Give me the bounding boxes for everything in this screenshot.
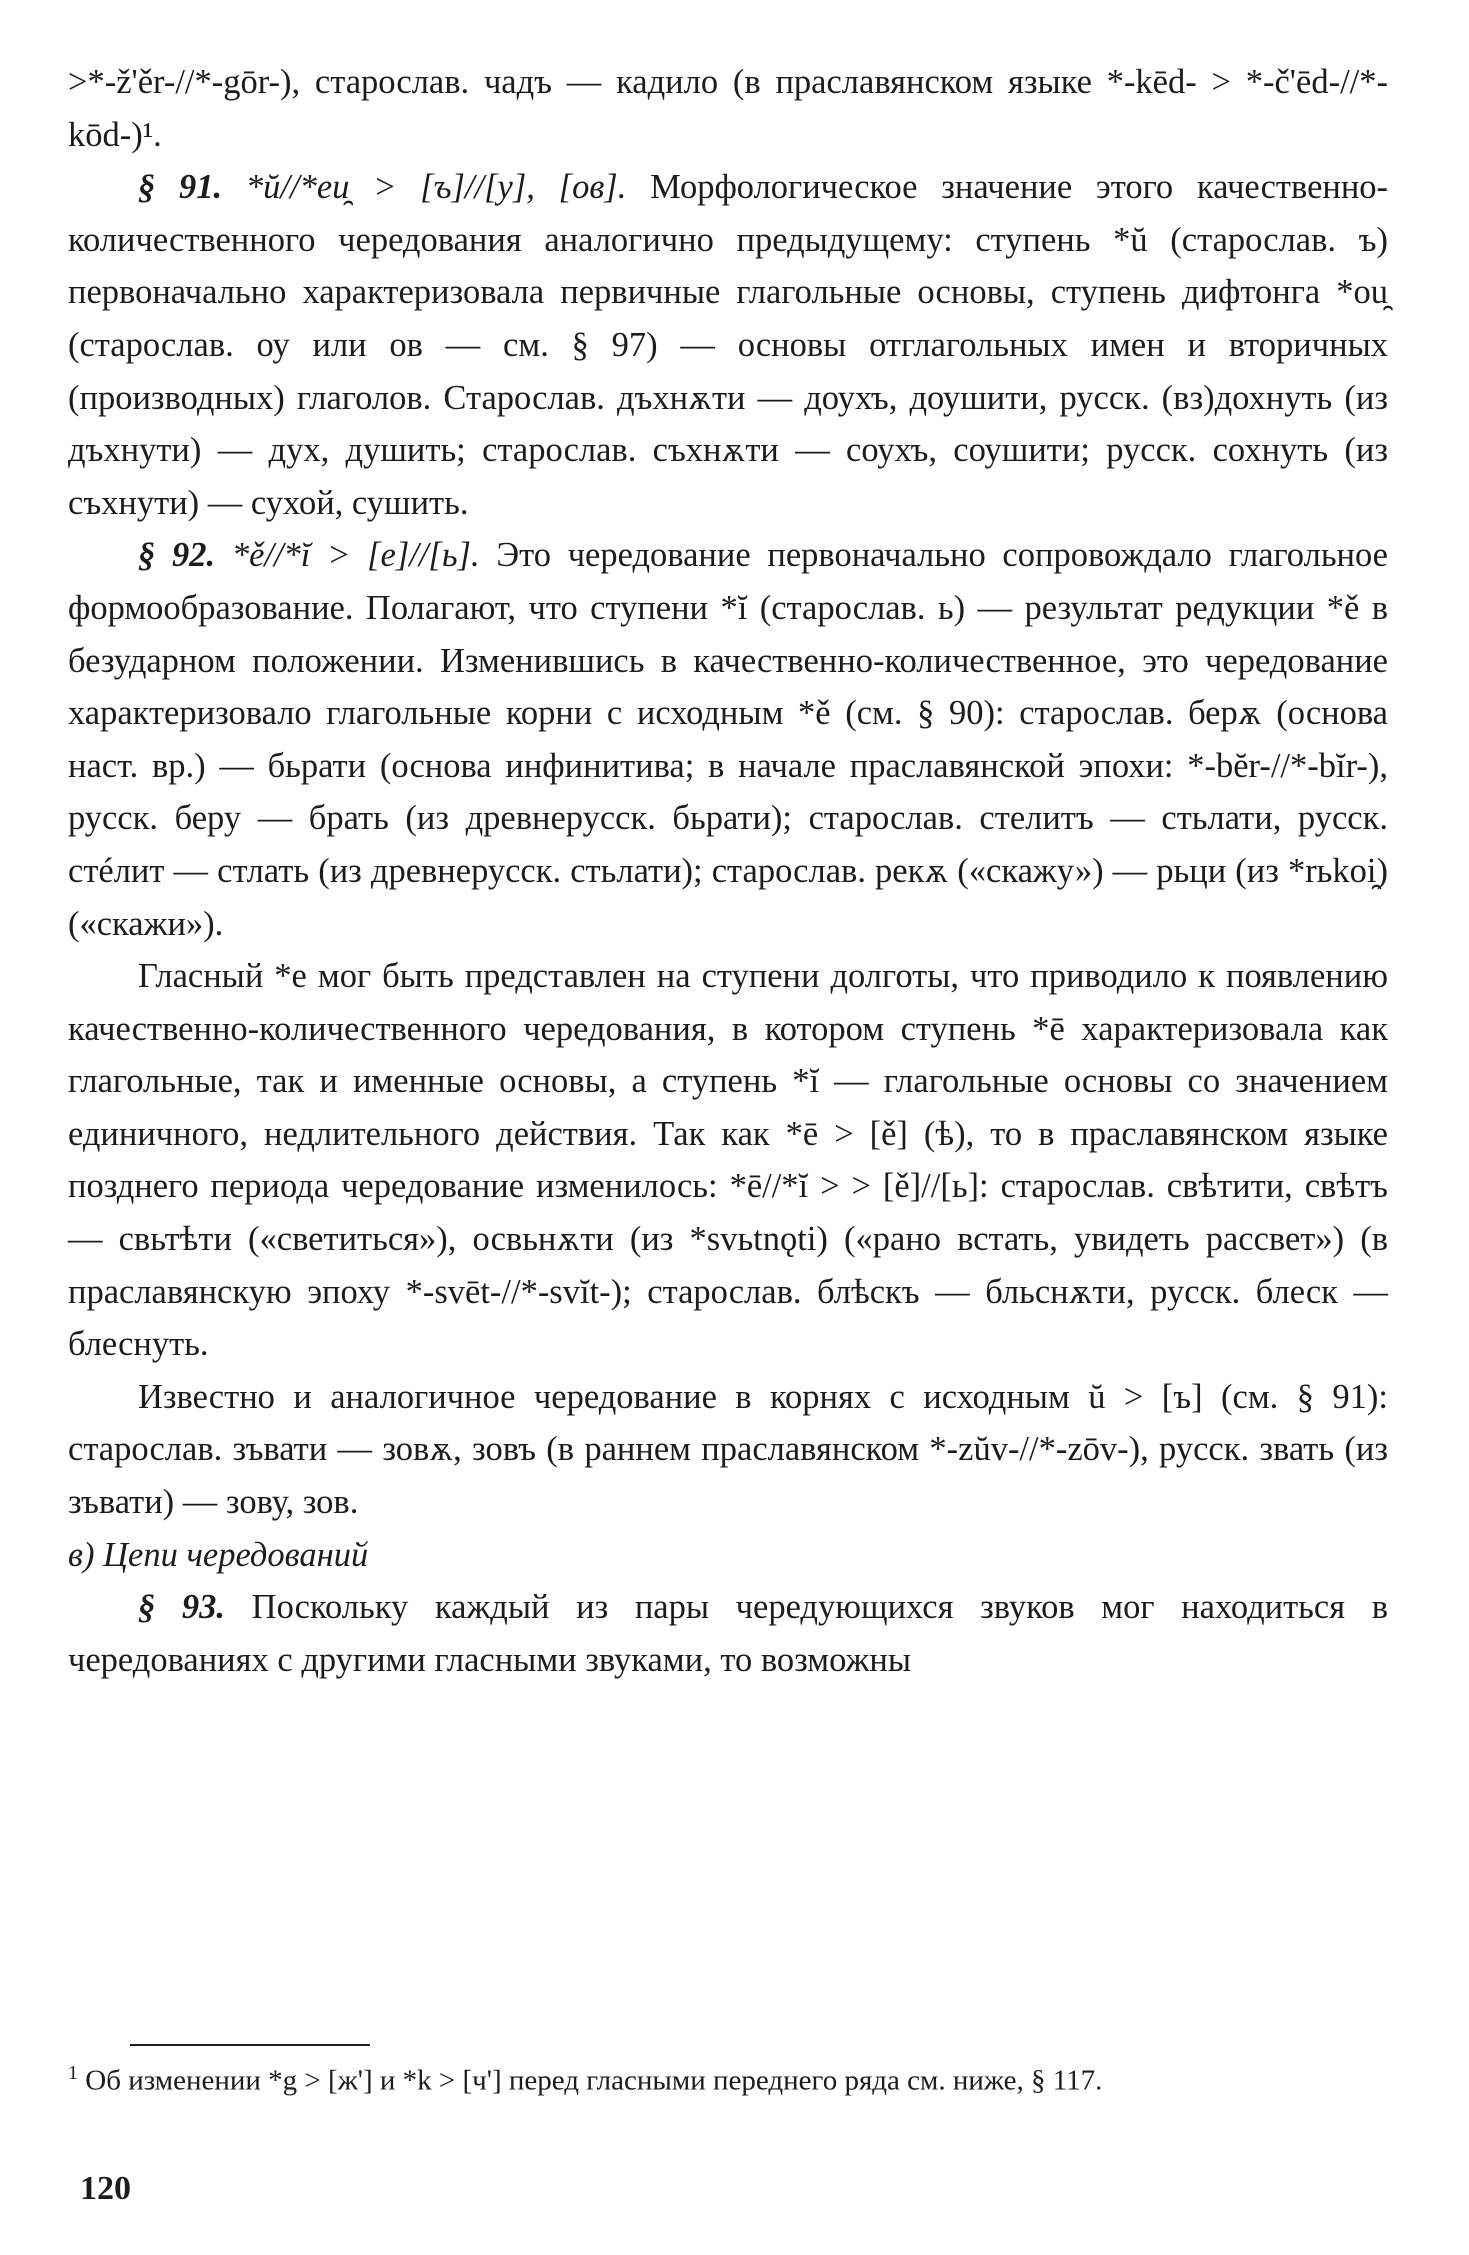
footnote-text: Об изменении *g > [ж'] и *k > [ч'] перед гласными переднего ряда см. ниже, § 117. <box>85 2064 1103 2097</box>
paragraph-izvestno: Известно и аналогичное чередование в корнях с исходным ŭ > [ъ] (см. § 91): старослав. зъвати — зовѫ, зовъ (в раннем праславянском *-zŭv-//*-zōv-), русск. звать (из зъвати) — зову, зов. <box>68 1377 1388 1522</box>
paragraph-glasny: Гласный *е мог быть представлен на ступени долготы, что приводило к появлению качественно-количественного чередования, в котором ступень *ē характеризовала как глагольные, так и именные основы, а ступень *ĭ — глагольные основы со значением единичного, недлительного действия. Так как *ē > [ě] (ѣ), то в праславянском языке позднего периода чередование изменилось: *ē//*ĭ > > [ě]//[ь]: старослав. свѣтити, свѣтъ — свьтѣти («светиться»), освьнѫти (из *svьtnǫti) («рано встать, увидеть рассвет») (в праславянскую эпоху *-svēt-//*-svĭt-); старослав. блѣскъ — бльснѫти, русск. блеск — блеснуть. <box>68 957 1388 1364</box>
section-93 <box>68 1581 1388 1686</box>
section-91 <box>68 161 1388 529</box>
section-text: Морфологическое значение этого качественно-количественного чередования аналогично предыдущему: ступень *ŭ (старослав. ъ) первоначально характеризовала первичные глагольные основы, ступень дифтонга *ou̯ (старослав. оу или ов — см. § 97) — основы отглагольных имен и вторичных (производных) глаголов. Старослав. дъхнѫти — доухъ, доушити, русск. (вз)дохнуть (из дъхнути) — дух, душить; старослав. съхнѫти — соухъ, соушити; русск. сохнуть (из съхнути) — сухой, сушить. <box>68 168 1389 522</box>
subheading: в) Цепи чередований <box>68 1535 369 1574</box>
page-body <box>68 56 1388 1686</box>
section-number: § 91. <box>138 168 223 207</box>
section-heading: *ŭ//*eu̯ > [ъ]//[у], [ов]. <box>245 168 627 207</box>
footnote-divider <box>130 2044 370 2046</box>
section-text: Поскольку каждый из пары чередующихся звуков мог находиться в чередованиях с другими гласными звуками, то возможны <box>68 1588 1389 1679</box>
paragraph-continuation: >*-ž'ěr-//*-gōr-), старослав. чадъ — кадило (в праславянском языке *-kēd- > *-č'ēd-//*-kōd-)¹. <box>68 63 1388 154</box>
section-number: § 93. <box>138 1588 226 1627</box>
footnote <box>68 2052 1388 2102</box>
section-text: Это чередование первоначально сопровождало глагольное формообразование. Полагают, что ступени *ĭ (старослав. ь) — результат редукции *ě в безударном положении. Изменившись в качественно-количественное, это чередование характеризовало глагольные корни с исходным *ě (см. § 90): старослав. берѫ (основа наст. вр.) — бьрати (основа инфинитива; в начале праславянской эпохи: *-bĕr-//*-bĭr-), русск. беру — брать (из древнерусск. бьрати); старослав. стелитъ — стьлати, русск. стéлит — стлать (из древнерусск. стьлати); старослав. рекѫ («скажу») — рьци (из *rьkoi̯) («скажи»). <box>68 536 1388 943</box>
page-number: 120 <box>80 2170 131 2207</box>
section-92 <box>68 529 1388 950</box>
section-heading: *ě//*ĭ > [е]//[ь]. <box>231 536 480 575</box>
section-number: § 92. <box>138 536 216 575</box>
footnote-number: 1 <box>68 2062 78 2084</box>
